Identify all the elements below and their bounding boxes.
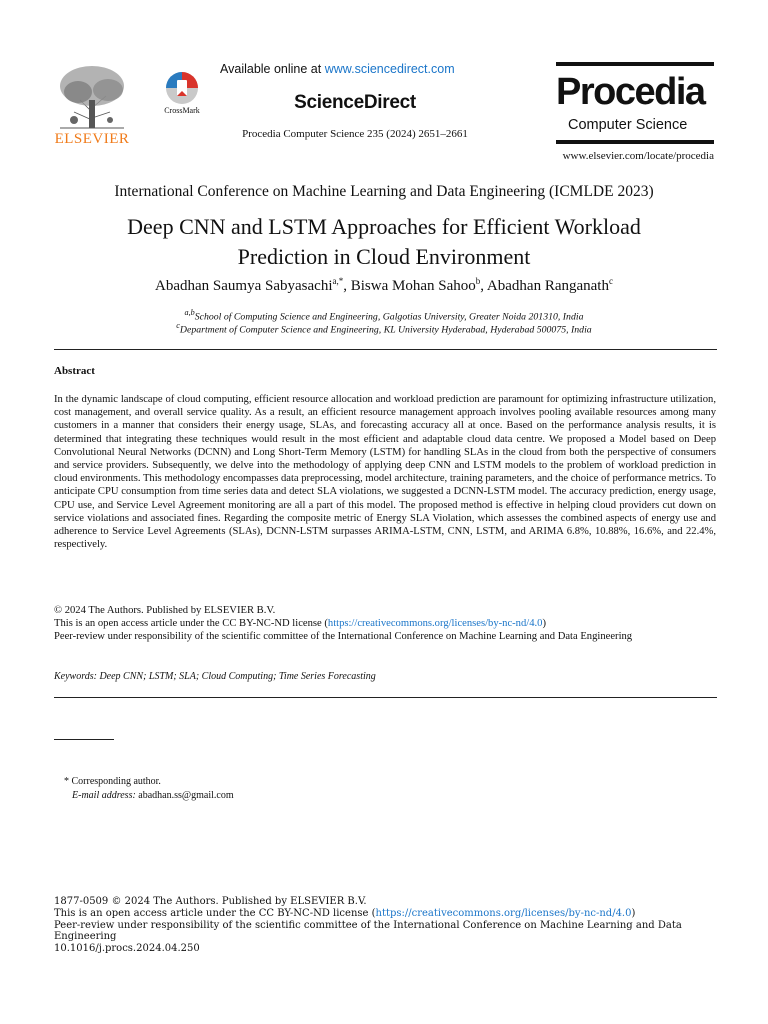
bottom-license-line (54, 908, 716, 920)
author-name: Abadhan Saumya Sabyasachi (155, 278, 333, 294)
bottom-peer-review: Peer-review under responsibility of the scientific committee of the International Conference on Machine Learning and Data Engineering (54, 919, 682, 943)
affiliation-mark: c (176, 321, 180, 330)
author-name: Abadhan Ranganath (486, 278, 609, 294)
procedia-logo-title: Procedia (556, 71, 705, 113)
available-online-line (220, 62, 540, 76)
license-link[interactable]: https://creativecommons.org/licenses/by-nc-nd/4.0 (327, 618, 543, 630)
bottom-license-link[interactable]: https://creativecommons.org/licenses/by-nc-nd/4.0 (375, 907, 632, 919)
bottom-license-prefix: This is an open access article under the CC BY-NC-ND license ( (54, 907, 376, 919)
paper-title-line-1: Deep CNN and LSTM Approaches for Efficient Workload (127, 214, 641, 239)
author-affiliation-mark: a,* (332, 276, 344, 286)
journal-reference: Procedia Computer Science 235 (2024) 2651–2661 (242, 128, 468, 140)
author-list: Abadhan Saumya Sabyasachi$^{a,*}$, Biswa Mohan Sahoo$^b$, Abadhan Ranganath$^c$ (155, 276, 613, 294)
abstract-text: In the dynamic landscape of cloud computing, efficient resource allocation and workload prediction are paramount for optimizing infrastructure utilization, cost management, and overall service quality. As a result, an efficient resource management approach involves pooling available resources among many customers in a manner that considers their energy usage, SLAs, and forecasting accuracy all at once. Based on the performance analysis results, it is determined that integrating these techniques would result in the most efficient and adaptable cloud data centre. We proposed a Model based on Deep Convolutional Neural Networks (DCNN) and Long Short-Term Memory (LSTM) for handling SLAs in the cloud from both the perspective of consumers and service providers. Subsequently, we delve into the methodology of applying deep CNN and LSTM models to the problem of workload prediction in cloud environments. This methodology encompasses data preprocessing, model architecture, training parameters, and the choice of performance metrics. To anticipate CPU consumption from time series data and detect SLA violations, we suggested a DCNN-LSTM model. The accuracy prediction, energy usage, CPU use, and Service Level Agreement monitoring are all a part of this model. The proposed method is effective in helping cloud providers cut down on service violations and associated fines. Regarding the composite metric of Energy SLA Violation, which assesses the combined aspects of energy use and adherence to Service Level Agreements (SLAs), DCNN-LSTM surpasses ARIMA-LSTM, CNN, LSTM, and ARIMA 6.8%, 10.88%, 16.6%, and 22.4%, respectively. (54, 394, 716, 551)
publisher-name: ELSEVIER (54, 131, 130, 147)
issn-line: 1877-0509 © 2024 The Authors. Published by ELSEVIER B.V. (54, 896, 367, 907)
available-prefix: Available online at (220, 62, 325, 76)
email-address[interactable]: abadhan.ss@gmail.com (138, 790, 234, 801)
footnote-rule (54, 739, 114, 740)
license-suffix: ) (542, 618, 546, 630)
procedia-logo-subtitle: Computer Science (568, 117, 688, 133)
author-affiliation-mark: c (608, 276, 613, 286)
license-line (54, 617, 716, 630)
sciencedirect-brand: ScienceDirect (294, 92, 416, 113)
paper-title-line-2: Prediction in Cloud Environment (237, 244, 531, 269)
copyright-line: © 2024 The Authors. Published by ELSEVIER B.V. (54, 605, 276, 616)
bottom-license-suffix: ) (631, 907, 636, 919)
paper-title (60, 212, 708, 272)
keywords: Keywords: Deep CNN; LSTM; SLA; Cloud Computing; Time Series Forecasting (54, 671, 376, 682)
doi[interactable]: 10.1016/j.procs.2024.04.250 (54, 943, 200, 955)
peer-review-line: Peer-review under responsibility of the scientific committee of the International Conference on Machine Learning and Data Engineering (54, 631, 633, 643)
copyright-block (54, 604, 716, 644)
publisher-url[interactable]: www.elsevier.com/locate/procedia (562, 150, 714, 162)
license-prefix: This is an open access article under the CC BY-NC-ND license ( (54, 618, 328, 630)
procedia-bottom-bar (556, 140, 714, 144)
bottom-publication-info (54, 896, 716, 955)
divider (54, 697, 717, 698)
email-note (72, 790, 234, 801)
author-name: Biswa Mohan Sahoo (350, 278, 476, 294)
affiliation (0, 321, 768, 335)
author-affiliation-mark: b (475, 276, 481, 286)
procedia-top-bar (556, 62, 714, 66)
affiliation-text: Department of Computer Science and Engineering, KL University Hyderabad, Hyderabad 500075, India (179, 324, 592, 336)
email-label: E-mail address: (72, 790, 136, 801)
sciencedirect-link[interactable]: www.sciencedirect.com (324, 62, 455, 76)
divider (54, 349, 717, 350)
crossmark-label: CrossMark (164, 106, 200, 115)
conference-name: International Conference on Machine Learning and Data Engineering (ICMLDE 2023) (114, 183, 654, 200)
corresponding-author-note: * Corresponding author. (64, 776, 161, 787)
abstract-heading: Abstract (54, 365, 95, 377)
affiliation-mark: a,b (184, 308, 195, 317)
affiliation-text: School of Computing Science and Engineering, Galgotias University, Greater Noida 201310, India (194, 311, 584, 323)
